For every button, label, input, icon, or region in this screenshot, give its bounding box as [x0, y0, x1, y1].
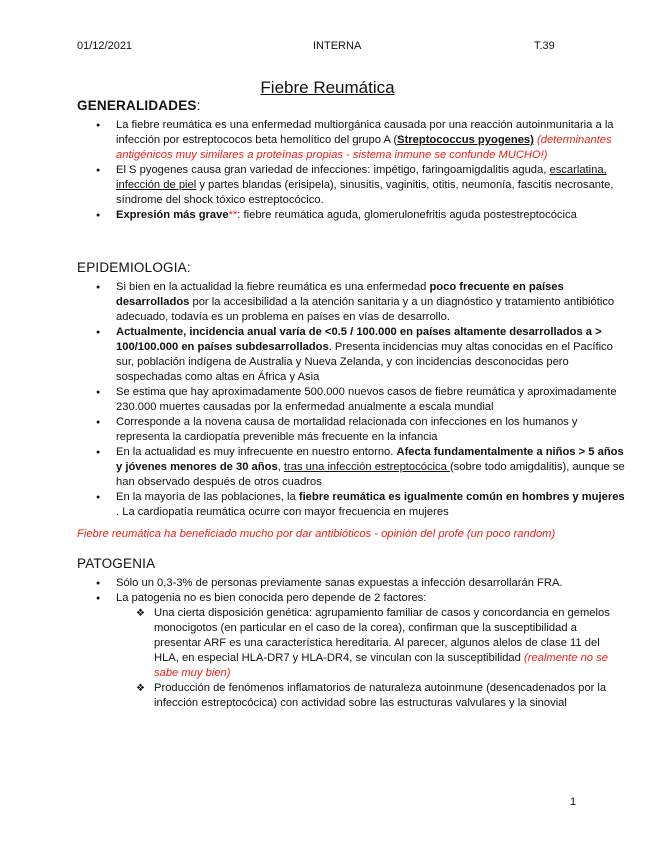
professor-note: Fiebre reumática ha beneficiado mucho por dar antibióticos - opinión del profe (un poco random) — [77, 528, 556, 540]
header-date: 01/12/2021 — [77, 40, 133, 52]
generalidades-list — [0, 118, 655, 223]
list-item: ● Actualmente, incidencia anual varía de <0.5 / 100.000 en países altamente desarrollados a > 100/100.000 en países subdesarrollados. Presenta incidencias muy altas conocidas en el Pacífico sur, población indígena de Australia y Nueva Zelanda, y con incidencias desconocidas pero sospechadas como altas en África y Asia — [0, 325, 655, 385]
sub-list-item: ❖ Una cierta disposición genética: agrupamiento familiar de casos y concordancia en gemelos monocigotos (en particular en el caso de la corea), confirman que la susceptibilidad a presentar ARF es una característica hereditaria. Al parecer, algunos alelos de clase 11 del HLA, en especial HLA-DR7 y HLA-DR4, se vinculan con la susceptibilidad (realmente no se sabe muy bien) — [0, 606, 655, 681]
section-heading-patogenia: PATOGENIA — [77, 556, 156, 571]
list-item: ● Si bien en la actualidad la fiebre reumática es una enfermedad poco frecuente en países desarrollados por la accesibilidad a la atención sanitaria y a un diagnóstico y tratamiento antibiótico adecuado, todavía es un problema en países en vías de desarrollo. — [0, 280, 655, 325]
list-item: ● En la actualidad es muy infrecuente en nuestro entorno. Afecta fundamentalmente a niños > 5 años y jóvenes menores de 30 años, tras una infección estreptocócica (sobre todo amigdalitis), aunque se han observado después de otros cuadros — [0, 445, 655, 490]
section-heading-generalidades: GENERALIDADES: — [77, 98, 201, 113]
epidemiologia-list — [0, 280, 655, 520]
list-item: ● El S pyogenes causa gran variedad de infecciones: impétigo, faringoamigdalitis aguda, escarlatina, infección de piel y partes blandas (erisipela), sinusitis, vaginitis, otitis, neumonía, fascitis necrosante, síndrome del shock tóxico estreptocócico. — [0, 163, 655, 208]
list-item: ● Se estima que hay aproximadamente 500.000 nuevos casos de fiebre reumática y aproximadamente 230.000 muertes causadas por la enfermedad anualmente a escala mundial — [0, 385, 655, 415]
header-subject: INTERNA — [313, 40, 362, 52]
list-item: ● La fiebre reumática es una enfermedad multiorgánica causada por una reacción autoinmunitaria a la infección por estreptococos beta hemolítico del grupo A (Streptococcus pyogenes) (determinantes antigénicos muy similares a proteínas propias - sistema inmune se confunde MUCHO!) — [0, 118, 655, 163]
list-item: ● En la mayoría de las poblaciones, la fiebre reumática es igualmente común en hombres y mujeres . La cardiopatía reumática ocurre con mayor frecuencia en mujeres — [0, 490, 655, 520]
list-item: ● Sólo un 0,3-3% de personas previamente sanas expuestas a infección desarrollarán FRA. — [0, 576, 655, 591]
list-item: ● La patogenia no es bien conocida pero depende de 2 factores: — [0, 591, 655, 606]
page-number: 1 — [570, 796, 577, 808]
list-item: ● Corresponde a la novena causa de mortalidad relacionada con infecciones en los humanos y representa la cardiopatía prevenible más frecuente en la infancia — [0, 415, 655, 445]
section-heading-epidemiologia: EPIDEMIOLOGIA: — [77, 260, 191, 275]
header-code: T.39 — [534, 40, 555, 52]
list-item: ● Expresión más grave**: fiebre reumática aguda, glomerulonefritis aguda postestreptocócica — [0, 208, 655, 223]
patogenia-list — [0, 576, 655, 711]
sub-list-item: ❖ Producción de fenómenos inflamatorios de naturaleza autoinmune (desencadenados por la infección estreptocócica) con actividad sobre las estructuras valvulares y la sinovial — [0, 681, 655, 711]
page-title: Fiebre Reumática — [260, 78, 395, 97]
